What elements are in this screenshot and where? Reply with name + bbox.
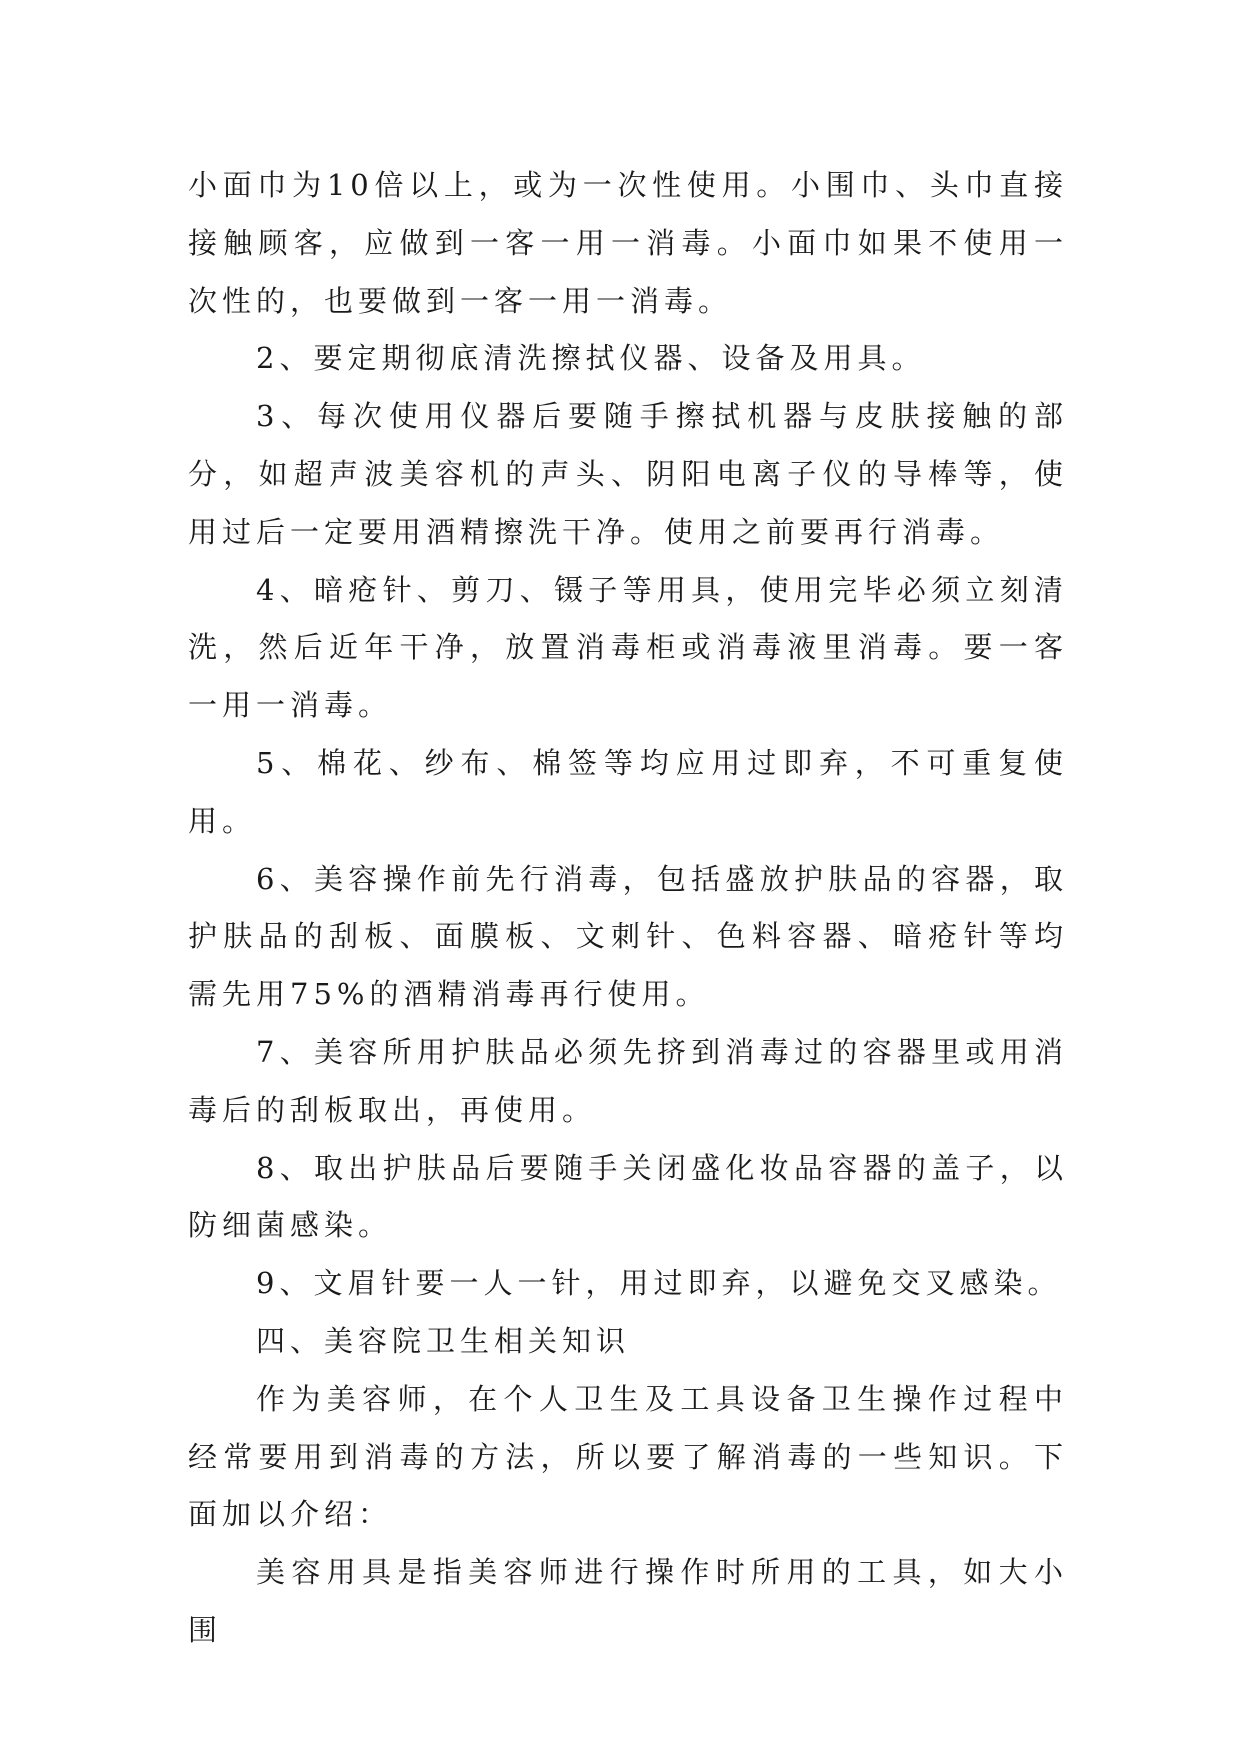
paragraph: 4、暗疮针、剪刀、镊子等用具，使用完毕必须立刻清洗，然后近年干净，放置消毒柜或消毒液里消毒。要一客一用一消毒。	[188, 572, 1068, 723]
paragraph: 作为美容师，在个人卫生及工具设备卫生操作过程中经常要用到消毒的方法，所以要了解消毒的一些知识。下面加以介绍：	[188, 1381, 1068, 1532]
paragraph: 5、棉花、纱布、棉签等均应用过即弃，不可重复使用。	[188, 745, 1068, 838]
paragraph: 2、要定期彻底清洗擦拭仪器、设备及用具。	[256, 341, 926, 376]
paragraph: 9、文眉针要一人一针，用过即弃，以避免交叉感染。	[256, 1266, 1062, 1301]
document-body	[188, 157, 1068, 1660]
paragraph: 6、美容操作前先行消毒，包括盛放护肤品的容器，取护肤品的刮板、面膜板、文刺针、色料容器、暗疮针等均需先用75%的酒精消毒再行使用。	[188, 861, 1068, 1012]
paragraph: 3、每次使用仪器后要随手擦拭机器与皮肤接触的部分，如超声波美容机的声头、阴阳电离子仪的导棒等，使用过后一定要用酒精擦洗干净。使用之前要再行消毒。	[188, 399, 1068, 549]
paragraph: 7、美容所用护肤品必须先挤到消毒过的容器里或用消毒后的刮板取出，再使用。	[188, 1034, 1068, 1127]
paragraph: 四、美容院卫生相关知识	[256, 1323, 631, 1358]
paragraph: 8、取出护肤品后要随手关闭盛化妆品容器的盖子，以防细菌感染。	[188, 1150, 1068, 1243]
paragraph: 美容用具是指美容师进行操作时所用的工具，如大小围	[188, 1555, 1068, 1647]
paragraph: 小面巾为10倍以上，或为一次性使用。小围巾、头巾直接接触顾客，应做到一客一用一消毒。小面巾如果不使用一次性的，也要做到一客一用一消毒。	[188, 168, 1068, 318]
